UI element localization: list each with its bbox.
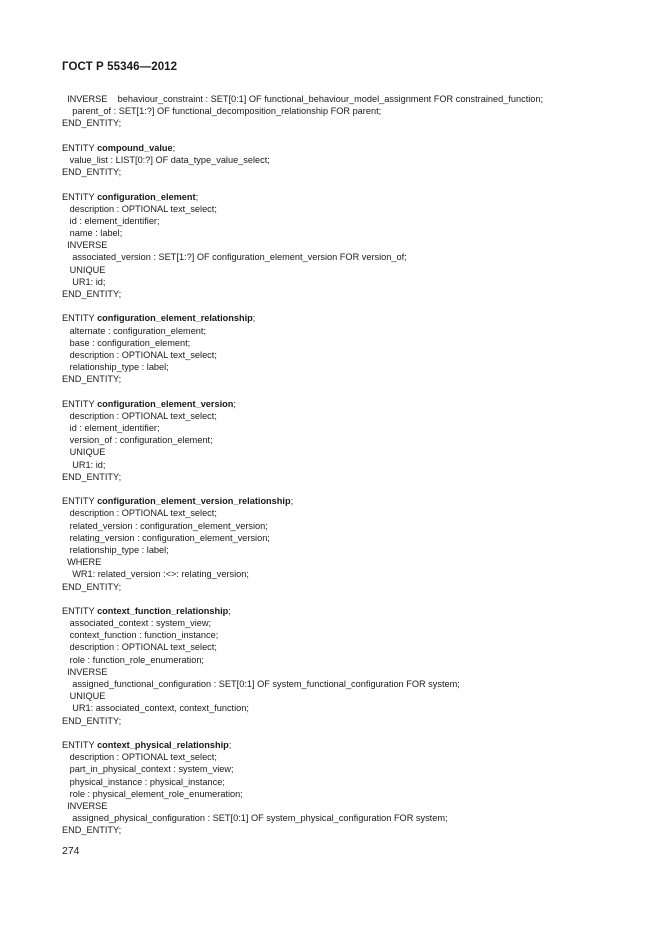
entity-terminator: ; (195, 191, 199, 202)
entity-name: context_physical_relationship (97, 739, 229, 750)
entity-name: compound_value (97, 142, 173, 153)
entity-declaration-line (62, 312, 642, 324)
entity-keyword: ENTITY (62, 191, 98, 202)
entity-terminator: ; (252, 313, 256, 324)
code-line: alternate : configuration_element; (62, 325, 207, 336)
code-line: INVERSE (62, 240, 108, 251)
entity-keyword: ENTITY (62, 313, 98, 324)
entity-terminator: ; (172, 142, 176, 153)
code-line: associated_context : system_view; (62, 618, 212, 629)
code-line: name : label; (62, 228, 123, 239)
entity-name: configuration_element (97, 191, 196, 202)
entity-name: context_function_relationship (97, 605, 229, 616)
code-line: version_of : configuration_element; (62, 435, 213, 446)
entity-declaration-line (62, 142, 642, 154)
code-line: END_ENTITY; (62, 581, 122, 592)
code-line: END_ENTITY; (62, 374, 122, 385)
code-line: description : OPTIONAL text_select; (62, 203, 217, 214)
code-line: related_version : configuration_element_version; (62, 520, 268, 531)
entity-terminator: ; (228, 739, 232, 750)
code-line: WHERE (62, 557, 102, 568)
code-line: role : function_role_enumeration; (62, 654, 204, 665)
code-line: UNIQUE (62, 264, 106, 275)
express-code-block (62, 93, 642, 836)
code-line: UNIQUE (62, 691, 106, 702)
entity-declaration-line (62, 495, 642, 507)
entity-name: configuration_element_version_relationship (97, 496, 291, 507)
code-line: relationship_type : label; (62, 544, 169, 555)
code-line: description : OPTIONAL text_select; (62, 642, 217, 653)
entity-declaration-line (62, 398, 642, 410)
code-line: relating_version : configuration_element_version; (62, 532, 270, 543)
code-line: id : element_identifier; (62, 423, 160, 434)
code-line: UR1: associated_context, context_function; (62, 703, 249, 714)
entity-name: configuration_element_relationship (97, 313, 253, 324)
entity-keyword: ENTITY (62, 398, 98, 409)
code-line: END_ENTITY; (62, 167, 122, 178)
blank-line (62, 386, 642, 398)
code-line: UNIQUE (62, 447, 106, 458)
entity-declaration-line (62, 191, 642, 203)
entity-name: configuration_element_version (97, 398, 234, 409)
code-line: role : physical_element_role_enumeration; (62, 788, 243, 799)
code-line: UR1: id; (62, 276, 106, 287)
code-line: assigned_functional_configuration : SET[0:1] OF system_functional_configuration FOR system; (62, 679, 460, 689)
entity-declaration-line (62, 605, 642, 617)
code-line: INVERSE behaviour_constraint : SET[0:1] OF functional_behaviour_model_assignment FOR constrained_function; (62, 94, 544, 104)
code-line: relationship_type : label; (62, 362, 169, 373)
entity-declaration-line (62, 739, 642, 751)
code-line: parent_of : SET[1:?] OF functional_decomposition_relationship FOR parent; (62, 106, 382, 117)
code-line: physical_instance : physical_instance; (62, 776, 225, 787)
blank-line (62, 483, 642, 495)
blank-line (62, 130, 642, 142)
code-line: description : OPTIONAL text_select; (62, 508, 217, 519)
entity-keyword: ENTITY (62, 605, 98, 616)
entity-terminator: ; (233, 398, 236, 409)
entity-keyword: ENTITY (62, 142, 98, 153)
document-header: ГОСТ Р 55346—2012 (62, 61, 178, 73)
code-line: value_list : LIST[0:?] OF data_type_value_select; (62, 154, 270, 165)
code-line: id : element_identifier; (62, 215, 160, 226)
code-line: END_ENTITY; (62, 471, 122, 482)
blank-line (62, 300, 642, 312)
entity-keyword: ENTITY (62, 496, 98, 507)
code-line: END_ENTITY; (62, 715, 122, 726)
code-line: description : OPTIONAL text_select; (62, 410, 217, 421)
code-line: END_ENTITY; (62, 825, 122, 836)
entity-keyword: ENTITY (62, 739, 98, 750)
code-line: END_ENTITY; (62, 118, 122, 129)
code-line: INVERSE (62, 800, 108, 811)
code-line: END_ENTITY; (62, 289, 122, 299)
code-line: description : OPTIONAL text_select; (62, 752, 217, 763)
code-line: WR1: related_version :<>: relating_version; (62, 569, 249, 580)
blank-line (62, 593, 642, 605)
code-line: UR1: id; (62, 459, 106, 470)
code-line: base : configuration_element; (62, 337, 191, 348)
code-line: part_in_physical_context : system_view; (62, 764, 234, 775)
code-line: assigned_physical_configuration : SET[0:1] OF system_physical_configuration FOR system; (62, 813, 448, 824)
entity-terminator: ; (290, 496, 294, 507)
page-number: 274 (62, 845, 80, 857)
blank-line (62, 178, 642, 190)
code-line: context_function : function_instance; (62, 630, 219, 641)
code-line: associated_version : SET[1:?] OF configuration_element_version FOR version_of; (62, 252, 407, 263)
blank-line (62, 727, 642, 739)
code-line: INVERSE (62, 666, 108, 677)
code-line: description : OPTIONAL text_select; (62, 349, 217, 360)
entity-terminator: ; (228, 605, 231, 616)
